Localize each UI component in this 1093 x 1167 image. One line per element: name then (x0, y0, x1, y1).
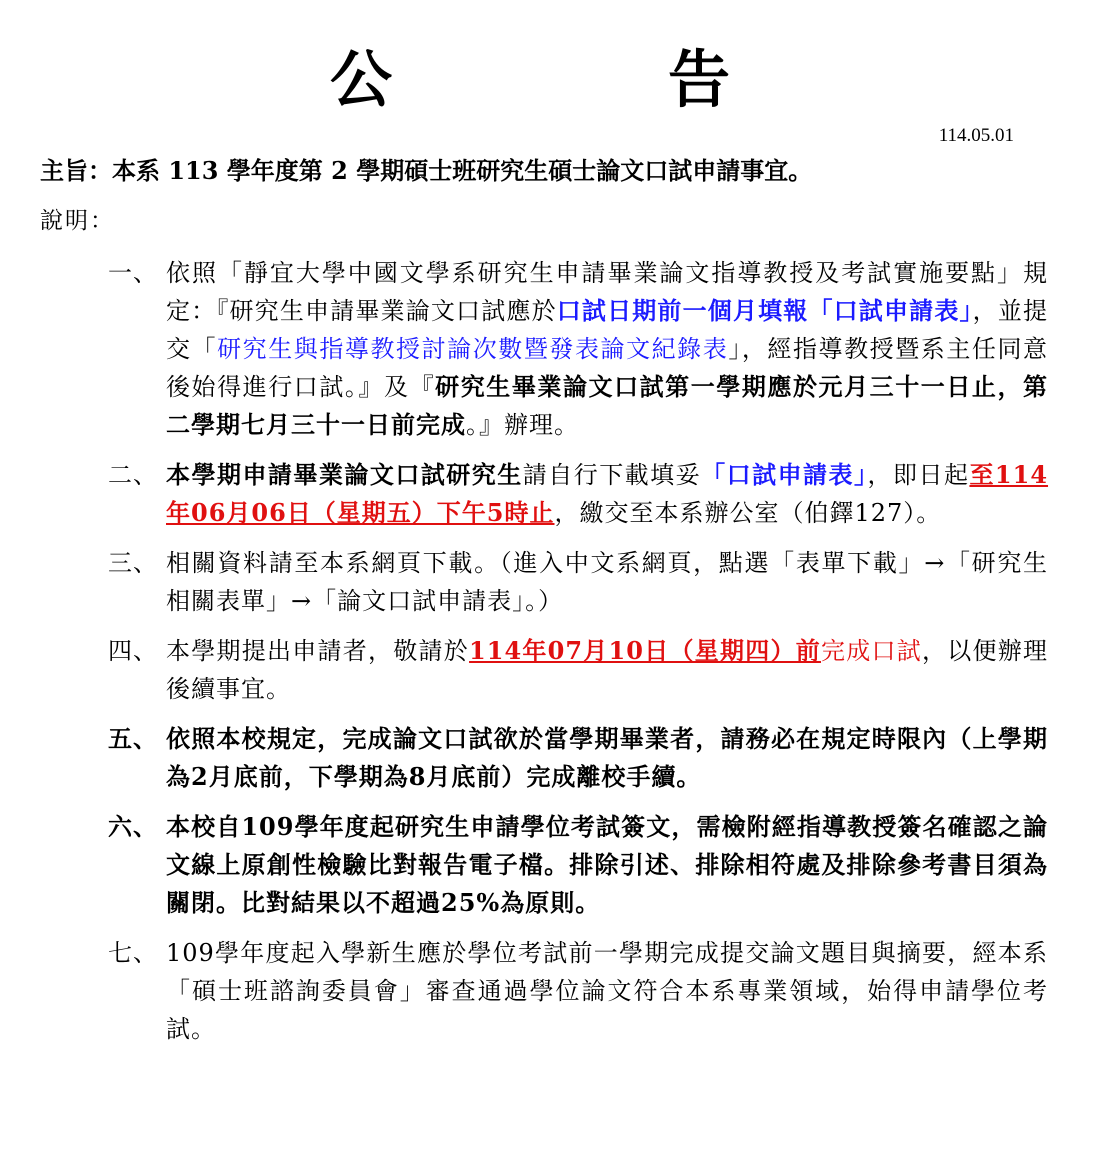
item-1-part-5: 」，經指導教授暨系主任同意後始得進行口試。』及『 (166, 335, 1049, 401)
explanation-label: 說明： (40, 208, 115, 234)
subject-line: 主旨：本系 113 學年度第 2 學期碩士班研究生碩士論文口試申請事宜。 (40, 156, 813, 185)
item-4-complete-exam: 完成口試 (820, 637, 922, 665)
announcement-title (0, 40, 1093, 120)
item-6-number: 六、 (108, 812, 158, 841)
item-1 (108, 254, 1048, 444)
item-5-number: 五、 (108, 724, 158, 753)
item-3 (108, 544, 1048, 620)
item-4-deadline: 114年07月10日（星期四）前 (469, 636, 821, 665)
item-1-part-1: 依照「靜宜大學中國文學系研究生申請畢業論文指導教授及考試實施要點」規定：『研究生申請畢業論文口試應於 (166, 259, 1048, 325)
item-2 (108, 456, 1048, 532)
item-7-text: 109學年度起入學新生應於學位考試前一學期完成提交論文題目與摘要，經本系「碩士班諮詢委員會」審查通過學位論文符合本系專業領域，始得申請學位考試。 (166, 939, 1048, 1043)
item-2-part-6: ，繳交至本系辦公室（伯鐸127）。 (554, 499, 942, 527)
item-4-part-1: 本學期提出申請者，敬請於 (166, 637, 470, 665)
item-5 (108, 720, 1048, 796)
item-2-part-4: ，即日起 (867, 461, 970, 489)
item-1-semester-deadline: 研究生畢業論文口試第一學期應於元月三十一日止，第二學期七月三十一日前完成 (166, 372, 1049, 439)
item-4-part-4: ，以便辦理後續事宜。 (166, 637, 1049, 703)
item-1-form-name: 研究生與指導教授討論次數暨發表論文紀錄表 (217, 335, 729, 363)
announcement-date: 114.05.01 (938, 125, 1014, 146)
item-1-part-7: 。』辦理。 (466, 411, 579, 439)
item-list (108, 254, 1048, 1048)
item-1-number: 一、 (108, 259, 158, 287)
item-7-number: 七、 (108, 939, 158, 967)
item-2-deadline: 至114年06月06日（星期五）下午5時止 (166, 460, 1049, 527)
item-4-number: 四、 (108, 637, 158, 665)
title-char-2: 告 (668, 43, 731, 116)
item-5-text: 依照本校規定，完成論文口試欲於當學期畢業者，請務必在規定時限內（上學期為2月底前，下學期為8月底前）完成離校手續。 (166, 724, 1048, 791)
item-2-part-1: 本學期申請畢業論文口試研究生 (166, 460, 523, 489)
item-4-text (166, 632, 1048, 708)
item-4 (108, 632, 1048, 708)
item-1-text (166, 254, 1048, 444)
item-2-part-2: 請自行下載填妥 (522, 461, 702, 489)
item-2-text (166, 456, 1048, 532)
item-3-number: 三、 (108, 549, 158, 577)
item-3-text: 相關資料請至本系網頁下載。（進入中文系網頁，點選「表單下載」→「研究生相關表單」→「論文口試申請表」。） (166, 549, 1048, 615)
item-7 (108, 934, 1048, 1048)
item-6-text: 本校自109學年度起研究生申請學位考試簽文，需檢附經指導教授簽名確認之論文線上原創性檢驗比對報告電子檔。排除引述、排除相符處及排除參考書目須為關閉。比對結果以不超過25%為原則。 (166, 812, 1048, 917)
title-char-1: 公 (330, 43, 393, 116)
item-6 (108, 808, 1048, 922)
item-1-deadline-highlight: 口試日期前一個月填報「口試申請表」 (556, 296, 973, 325)
item-2-number: 二、 (108, 461, 158, 489)
item-1-part-3: ，並提交「 (166, 297, 1049, 363)
item-2-form-name: 「口試申請表」 (701, 460, 868, 489)
